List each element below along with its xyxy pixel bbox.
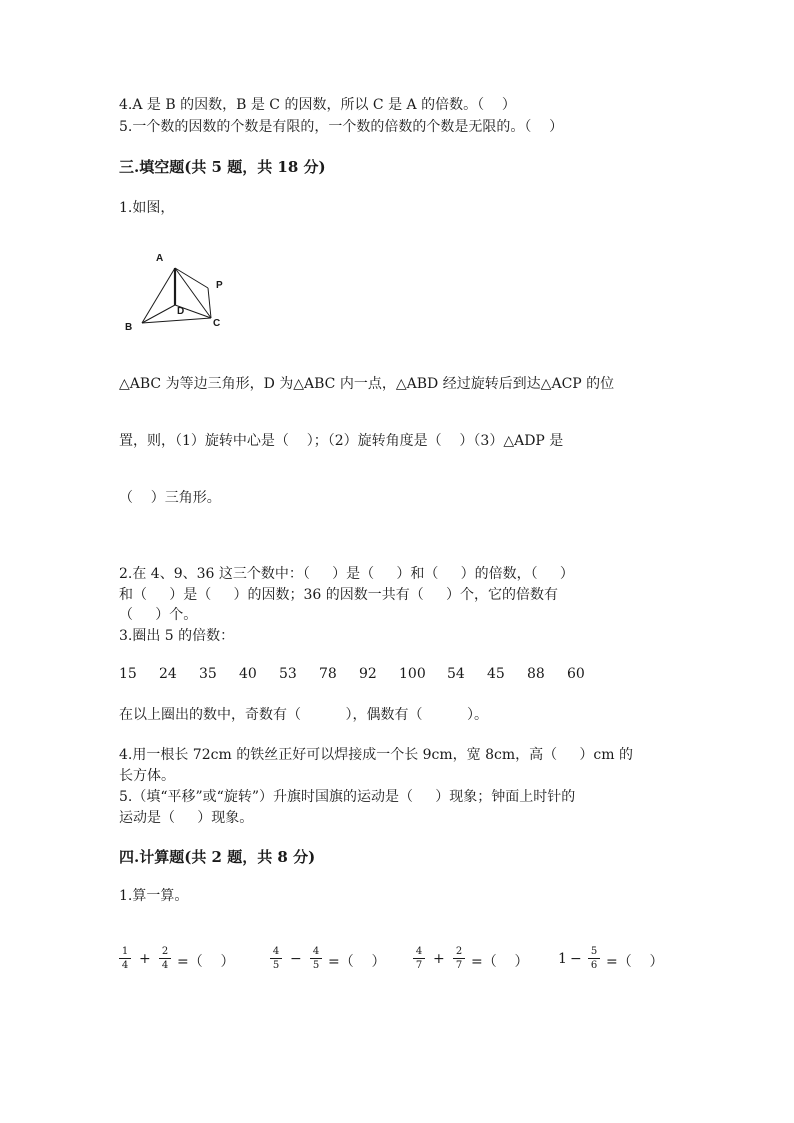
edge-bc (142, 318, 211, 323)
fraction: $\frac{1}{4}$ (119, 946, 131, 971)
fraction: $\frac{4}{5}$ (270, 946, 282, 971)
operator: + (433, 951, 445, 967)
number-item: 54 (447, 666, 465, 682)
label-c: C (213, 318, 221, 329)
judge-item-5: 5.一个数的因数的个数是有限的，一个数的倍数的个数是无限的。（ ） (119, 119, 564, 135)
calc-expression-3 (413, 946, 543, 974)
label-b: B (125, 322, 133, 333)
number-item: 24 (159, 666, 177, 682)
fill-q1-label: 1.如图， (119, 200, 175, 216)
fill-q5-line2: 运动是（ ）现象。 (119, 810, 254, 826)
calc-expression-1 (119, 946, 249, 974)
fill-q1-line1: △ABC 为等边三角形，D 为△ABC 内一点，△ABD 经过旋转后到达△ACP 的位 (119, 376, 615, 392)
calc-expression-4 (558, 946, 678, 974)
fraction: $\frac{4}{5}$ (310, 946, 322, 971)
number-item: 35 (199, 666, 217, 682)
segment-pc (208, 288, 211, 318)
operator: − (570, 951, 582, 967)
triangle-figure (119, 246, 239, 345)
segment-ap (175, 268, 208, 288)
fill-q1-line3: （ ）三角形。 (119, 490, 221, 506)
edge-ab (142, 268, 175, 323)
equals-blank: =（ ） (328, 954, 386, 970)
label-p: P (216, 280, 223, 291)
fill-q1-line2: 置，则，（1）旋转中心是（ ）；（2）旋转角度是（ ）（3）△ADP 是 (119, 433, 564, 449)
number-item: 60 (567, 666, 585, 682)
number-item: 53 (279, 666, 297, 682)
triangle-diagram (119, 246, 239, 341)
number-item: 100 (399, 666, 426, 682)
number-item: 78 (319, 666, 337, 682)
equals-blank: =（ ） (471, 954, 529, 970)
calc-q1-label: 1.算一算。 (119, 888, 189, 904)
section-heading-fill-blank: 三.填空题(共 5 题，共 18 分) (119, 158, 326, 176)
number-item: 15 (119, 666, 137, 682)
fraction: $\frac{4}{7}$ (413, 946, 425, 971)
judge-item-4: 4.A 是 B 的因数，B 是 C 的因数，所以 C 是 A 的倍数。（ ） (119, 97, 516, 113)
number-item: 45 (487, 666, 505, 682)
whole-number: 1 (558, 951, 567, 967)
calc-expression-2 (270, 946, 400, 974)
fill-q2-line3: （ ）个。 (119, 607, 198, 623)
number-item: 88 (527, 666, 545, 682)
operator: + (139, 951, 151, 967)
fill-q3-label: 3.圈出 5 的倍数： (119, 628, 235, 644)
fill-q3-answer: 在以上圈出的数中，奇数有（ ），偶数有（ ）。 (119, 707, 489, 723)
label-d: D (177, 306, 185, 317)
equals-blank: =（ ） (177, 954, 235, 970)
fraction: $\frac{2}{4}$ (159, 946, 171, 971)
number-item: 40 (239, 666, 257, 682)
fraction: $\frac{2}{7}$ (453, 946, 465, 971)
operator: − (290, 951, 302, 967)
label-a: A (156, 253, 164, 264)
fill-q4-line2: 长方体。 (119, 768, 175, 784)
number-item: 92 (359, 666, 377, 682)
fraction: $\frac{5}{6}$ (588, 946, 600, 971)
section-heading-calculation: 四.计算题(共 2 题，共 8 分) (119, 848, 316, 866)
fill-q2-line2: 和（ ）是（ ）的因数；36 的因数一共有（ ）个，它的倍数有 (119, 587, 559, 603)
fill-q2-line1: 2.在 4、9、36 这三个数中：（ ）是（ ）和（ ）的倍数，（ ） (119, 566, 574, 582)
fill-q4-line1: 4.用一根长 72cm 的铁丝正好可以焊接成一个长 9cm，宽 8cm，高（ ）cm 的 (119, 747, 633, 763)
fill-q5-line1: 5.（填“平移”或“旋转”）升旗时国旗的运动是（ ）现象；钟面上时针的 (119, 789, 576, 805)
equals-blank: =（ ） (606, 954, 664, 970)
